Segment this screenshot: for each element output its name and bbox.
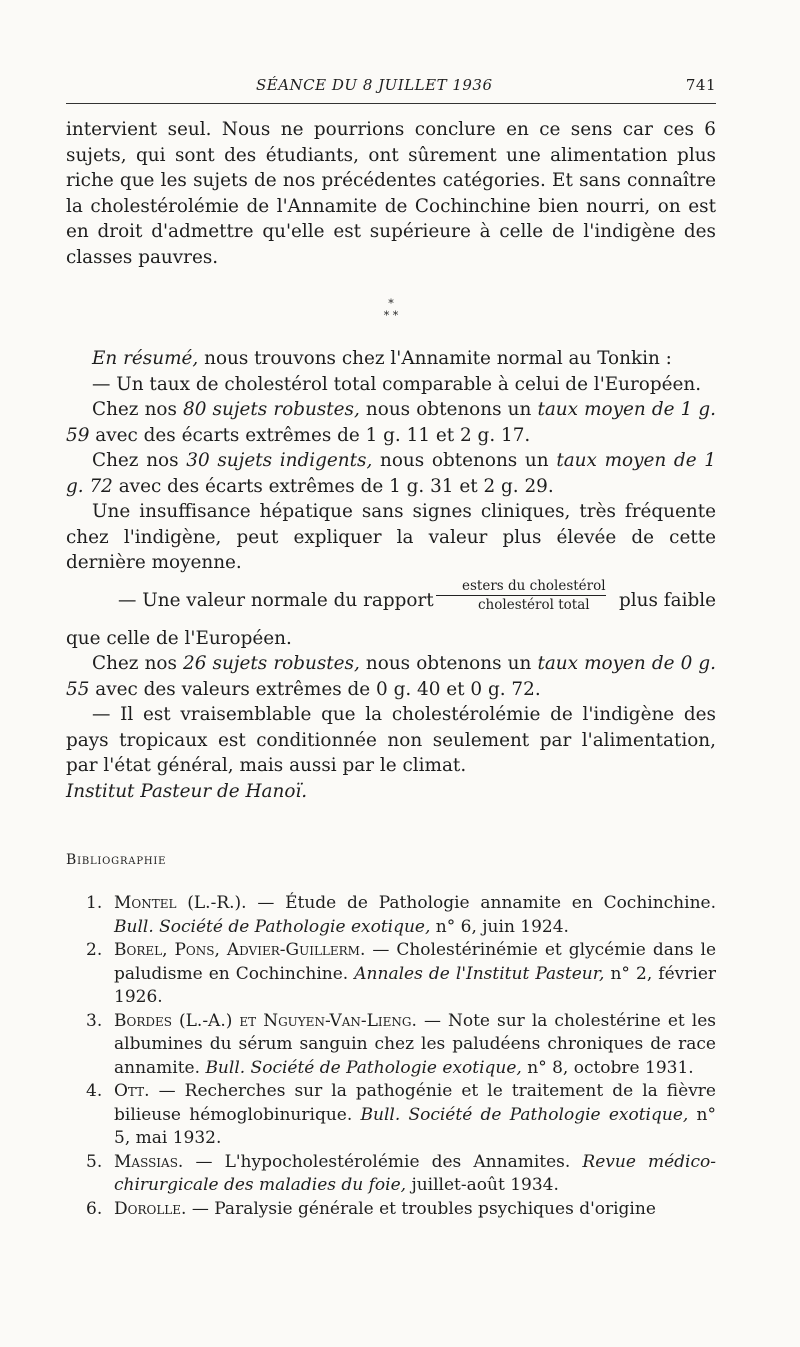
- paragraph-3: — Un taux de cholestérol total comparable à celui de l'Européen.: [92, 373, 702, 395]
- bib-num: 3.: [86, 1010, 103, 1031]
- running-header: [66, 76, 716, 102]
- paragraph-5: [66, 448, 716, 499]
- p4-c: avec des écarts extrêmes de 1 g. 11 et 2 g. 17.: [89, 424, 531, 446]
- bib-journal: Bull. Société de Pathologie exotique,: [360, 1104, 689, 1125]
- p5-c: avec des écarts extrêmes de 1 g. 31 et 2 g. 29.: [112, 475, 554, 497]
- bib-journal: Bull. Société de Pathologie exotique,: [114, 916, 431, 937]
- p5-a: Chez nos: [92, 450, 187, 471]
- paragraph-9: [66, 651, 716, 702]
- fraction-bar: [436, 595, 606, 596]
- bib-tail: juillet-août 1934.: [406, 1175, 559, 1195]
- bib-num: 6.: [86, 1198, 103, 1219]
- bib-authors: Ott.: [114, 1081, 150, 1101]
- bibliography-list: [66, 892, 716, 1221]
- bib-tail: n° 8, octobre 1931.: [521, 1057, 694, 1078]
- p4-it1: 80 sujets robustes,: [183, 399, 360, 420]
- bib-text: — Étude de Pathologie annamite en Cochinchine.: [246, 893, 716, 913]
- p9-b: nous obtenons un: [359, 653, 538, 674]
- p9-it2: taux moyen de 0 g. 55: [66, 653, 717, 700]
- signature: Institut Pasteur de Hanoï.: [66, 780, 308, 802]
- bib-authors: Massias.: [114, 1151, 184, 1172]
- bib-text: — L'hypocholestérolémie des Annamites.: [183, 1151, 583, 1172]
- paragraph-4: [66, 397, 716, 448]
- bib-text: — Recherches sur la pathogénie et le traitement de la fièvre bilieuse hémoglobinurique.: [114, 1081, 716, 1125]
- bib-authors: Dorolle.: [114, 1198, 187, 1219]
- bib-journal: Bull. Société de Pathologie exotique,: [205, 1057, 522, 1078]
- header-rule: [66, 103, 716, 104]
- paragraph-6: Une insuffisance hépatique sans signes cliniques, très fréquente chez l'indigène, peut expliquer la valeur plus élevée de cette dernière moyenne.: [66, 501, 716, 573]
- bib-item: [66, 892, 716, 939]
- paragraph-8: que celle de l'Européen.: [66, 627, 292, 649]
- bib-num: 2.: [86, 940, 103, 960]
- bib-item: [66, 1151, 716, 1198]
- bib-num: 4.: [86, 1081, 103, 1101]
- paragraph-2-text: nous trouvons chez l'Annamite normal au Tonkin :: [198, 348, 672, 369]
- paragraph-2: [66, 346, 716, 372]
- p4-b: nous obtenons un: [359, 399, 538, 420]
- paragraph-10: — Il est vraisemblable que la cholestérolémie de l'indigène des pays tropicaux est conditionnée non seulement par l'alimentation, par l'état général, mais aussi par le climat.: [66, 704, 716, 776]
- page-number: 741: [685, 76, 716, 94]
- p4-it2: taux moyen de 1 g. 59: [66, 399, 717, 446]
- p9-c: avec des valeurs extrêmes de 0 g. 40 et 0 g. 72.: [89, 678, 541, 700]
- bib-num: 5.: [86, 1151, 103, 1172]
- p5-b: nous obtenons un: [372, 450, 557, 471]
- p4-a: Chez nos: [92, 399, 184, 420]
- bib-item: [66, 939, 716, 1010]
- paragraph-2-italic: En résumé,: [92, 348, 199, 369]
- ratio-trail-text: plus faible: [619, 589, 716, 611]
- p5-it2: taux moyen de 1 g. 72: [66, 450, 716, 497]
- p9-a: Chez nos: [92, 653, 184, 674]
- ratio-fraction: [436, 578, 606, 613]
- bib-text: — Cholestérinémie et glycémie dans le paludisme en Cochinchine.: [114, 940, 716, 984]
- bib-tail: n° 6, juin 1924.: [430, 916, 569, 937]
- bib-journal: Revue médico-chirurgicale des maladies du foie,: [114, 1151, 716, 1195]
- bib-journal: Annales de l'Institut Pasteur,: [354, 963, 605, 984]
- asterism: * * *: [383, 297, 399, 322]
- bib-authors: Borel, Pons, Advier-Guillerm.: [114, 940, 366, 960]
- bib-text: — Paralysie générale et troubles psychiques d'origine: [186, 1198, 656, 1219]
- bib-authors: Montel (L.-R.).: [114, 893, 247, 913]
- bib-authors: Bordes (L.-A.) et Nguyen-Van-Lieng.: [114, 1010, 417, 1031]
- ratio-denominator: cholestérol total: [478, 596, 590, 613]
- ratio-numerator: esters du cholestérol: [462, 577, 606, 594]
- bib-item: [66, 1010, 716, 1081]
- bib-item: [66, 1080, 716, 1151]
- p5-it1: 30 sujets indigents,: [186, 450, 373, 471]
- body-text: [66, 117, 716, 804]
- bib-num: 1.: [86, 893, 103, 913]
- bib-text: — Note sur la cholestérine et les albumines du sérum sanguin chez les paludéens chroniques de race annamite.: [114, 1010, 716, 1078]
- paragraph-1: intervient seul. Nous ne pourrions conclure en ce sens car ces 6 sujets, qui sont des étudiants, ont sûrement une alimentation plus riche que les sujets de nos précédentes catégories. Et sans connaître la cholestérolémie de l'Annamite de Cochinchine bien nourri, on est en droit d'admettre qu'elle est supérieure à celle de l'indigène des classes pauvres.: [66, 119, 716, 268]
- bib-tail: n° 2, février 1926.: [114, 963, 717, 1007]
- header-title: SÉANCE DU 8 JUILLET 1936: [256, 76, 493, 94]
- p9-it1: 26 sujets robustes,: [183, 653, 360, 674]
- bib-item: [66, 1198, 716, 1222]
- ratio-lead-text: — Une valeur normale du rapport: [118, 589, 434, 611]
- bibliography-heading: Bibliographie: [66, 852, 167, 868]
- bib-tail: n° 5, mai 1932.: [114, 1104, 716, 1148]
- ratio-line: [66, 576, 716, 626]
